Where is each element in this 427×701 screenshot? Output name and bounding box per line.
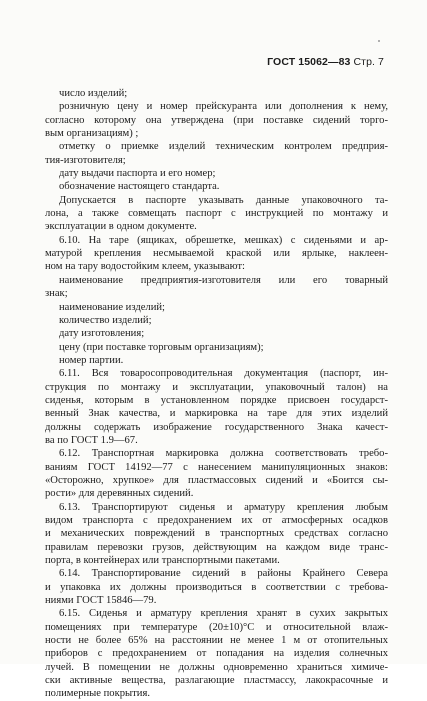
text-line: ваниям ГОСТ 14192—77 с нанесением манипуляционных знаков: (45, 461, 388, 473)
text-line: сиденья, которым в установленном порядке присвоен государст- (45, 394, 388, 406)
scan-speck (378, 40, 380, 42)
text-line: 6.10. На таре (ящиках, обрешетке, мешках) с сиденьями и ар- (59, 234, 388, 246)
text-line: и механических повреждений в транспортных средствах согласно (45, 528, 388, 540)
text-line: полимерные покрытия. (45, 688, 150, 700)
text-line: количество изделий; (59, 314, 152, 326)
text-line: знак; (45, 288, 68, 300)
text-line: согласно которому она утверждена (при поставке сидений торго- (45, 114, 388, 126)
text-line: тия-изготовителя; (45, 154, 126, 166)
text-line: венный Знак качества, и маркировка на таре для этих изделий (45, 408, 388, 420)
text-line: дату изготовления; (59, 328, 145, 340)
text-line: розничную цену и номер прейскуранта или дополнения к нему, (59, 101, 388, 113)
text-line: приборов с предохранением от попадания на изделия солнечных (45, 648, 388, 660)
text-line: ски активные вещества, разлагающие пластмассу, лакокрасочные и (45, 675, 388, 687)
text-line: ва по ГОСТ 1.9—67. (45, 434, 138, 446)
standard-number: ГОСТ 15062—83 (267, 56, 351, 68)
text-line: ности не более 65% на расстоянии не менее 1 м от отопительных (45, 635, 388, 647)
text-line: цену (при поставке торговым организациям); (59, 341, 264, 353)
text-line: и упаковка их должны производиться в соответствии с требова- (45, 581, 388, 593)
text-line: 6.13. Транспортируют сиденья и арматуру крепления любым (59, 501, 388, 513)
text-line: Допускается в паспорте указывать данные упаковочного та- (59, 194, 388, 206)
text-line: ном на тару водостойким клеем, указывают: (45, 261, 245, 273)
text-line: лучей. В помещении не должны одновременно храниться химиче- (45, 661, 388, 673)
body-text (45, 87, 388, 701)
page-header (267, 56, 384, 68)
text-line: дату выдачи паспорта и его номер; (59, 168, 216, 180)
text-line: ниями ГОСТ 15846—79. (45, 595, 157, 607)
text-line: правилам перевозки грузов, действующим на каждом виде транс- (45, 541, 388, 553)
text-line: порта, в контейнерах или транспортными пакетами. (45, 555, 280, 567)
text-line: 6.12. Транспортная маркировка должна соответствовать требо- (59, 448, 388, 460)
text-line: обозначение настоящего стандарта. (59, 181, 220, 193)
text-line: отметку о приемке изделий техническим контролем предприя- (59, 141, 388, 153)
text-line: матурой крепления несмываемой краской или ярлыке, наклеен- (45, 248, 388, 260)
text-line: помещениях при температуре (20±10)°С и относительной влаж- (45, 621, 388, 633)
text-line: 6.11. Вся товаросопроводительная документация (паспорт, ин- (59, 368, 388, 380)
page-number: Стр. 7 (353, 56, 384, 68)
text-line: номер партии. (59, 354, 124, 366)
text-line: 6.14. Транспортирование сидений в районы Крайнего Севера (59, 568, 388, 580)
text-line: видом транспорта с предохранением их от атмосферных осадков (45, 515, 388, 526)
text-line: 6.15. Сиденья и арматуру крепления хранят в сухих закрытых (59, 608, 388, 620)
text-line: наименование предприятия-изготовителя или его товарный (59, 274, 388, 286)
text-line: струкция по монтажу и эксплуатации, упаковочный талон) на (45, 381, 388, 393)
text-line: число изделий; (59, 88, 128, 99)
text-line: «Осторожно, хрупкое» для пластмассовых сидений и «Боится сы- (45, 474, 388, 486)
text-line: рости» для деревянных сидений. (45, 488, 194, 500)
text-line: должны содержать изображение государственного Знака качест- (45, 421, 388, 433)
text-line: наименование изделий; (59, 301, 165, 313)
text-line: вым организациям) ; (45, 128, 139, 140)
text-line: лона, а также совмещать паспорт с инструкцией по монтажу и (45, 208, 388, 220)
text-line: эксплуатации в одном документе. (45, 221, 197, 233)
